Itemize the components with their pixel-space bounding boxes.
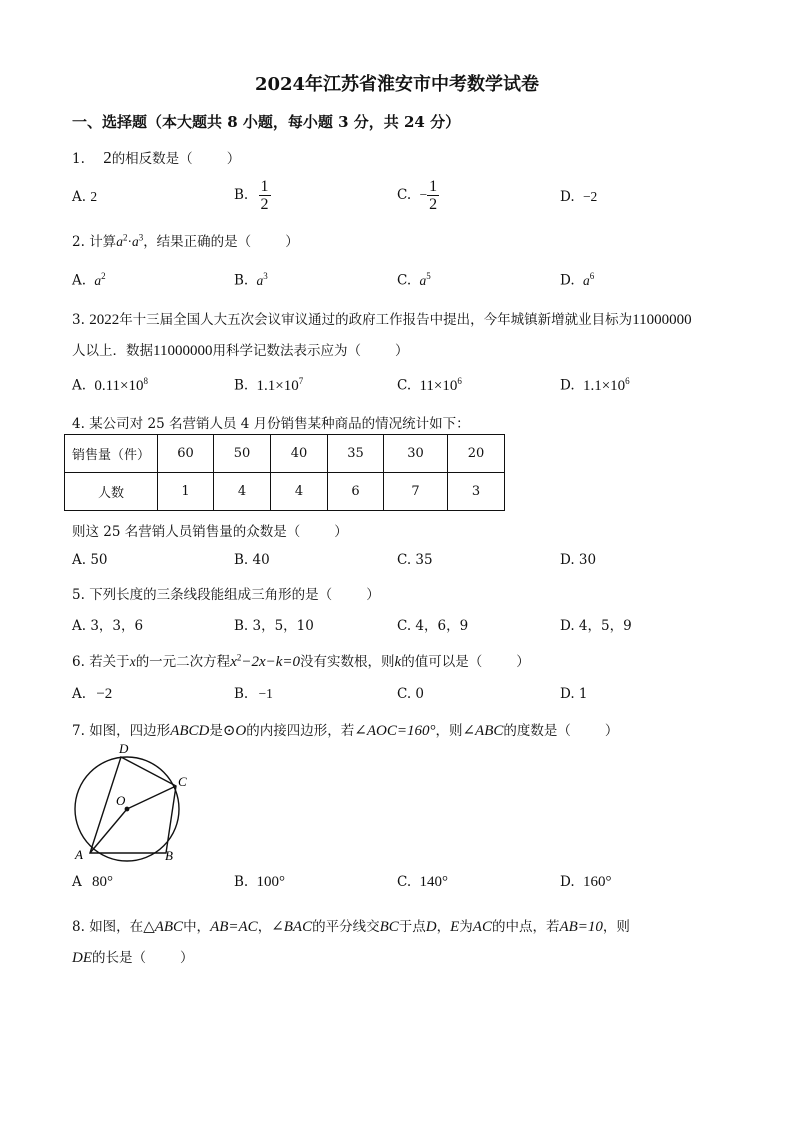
option-d (560, 874, 611, 891)
question-text: 某公司对 25 名营销人员 4 月份销售某种商品的情况统计如下： (89, 416, 470, 432)
question-1 (72, 147, 240, 168)
math-var: E (450, 919, 460, 935)
question-number: 1. (72, 151, 85, 167)
exponent: 2 (101, 271, 106, 281)
math-var: x (230, 654, 237, 670)
page-title: 2024年江苏省淮安市中考数学试卷 (254, 74, 540, 95)
question-text: 如图，在 (89, 919, 144, 935)
question-text: 下列长度的三条线段能组成三角形的是（ (89, 587, 333, 603)
question-text: 的中点，若 (491, 919, 560, 935)
question-text: 的内接四边形，若 (246, 723, 355, 739)
exponent: 8 (143, 376, 148, 386)
option-label: A. (72, 272, 87, 289)
option-d: D. 4，5，9 (560, 618, 632, 634)
dot: · (127, 234, 132, 249)
option-value: 1.1×10 (582, 377, 626, 394)
table-cell: 30 (384, 435, 448, 473)
close-paren: ） (604, 723, 619, 739)
table-cell: 20 (448, 435, 505, 473)
exponent: 5 (426, 271, 431, 281)
exponent: 2 (236, 652, 242, 663)
option-a (72, 874, 113, 891)
option-label: A. (72, 686, 87, 702)
fraction (427, 178, 439, 213)
math-var: BC (379, 919, 399, 935)
segment-oc (127, 786, 176, 809)
question-text: 如图，四边形 (89, 723, 171, 739)
question-text: 则这 25 名营销人员销售量的众数是（ (72, 524, 301, 540)
math-var: a (419, 272, 427, 288)
math-var: DE (72, 950, 92, 966)
option-b (234, 686, 273, 702)
math-var: x (129, 654, 136, 669)
option-b: B. 40 (234, 552, 270, 568)
question-number: 8. (72, 919, 85, 935)
table-cell: 60 (158, 435, 214, 473)
math-var: ⊙O (222, 723, 247, 739)
table-cell: 1 (158, 473, 214, 511)
label-o: O (116, 793, 126, 808)
option-c (397, 874, 448, 891)
label-c: C (178, 774, 187, 789)
question-8-line-1 (72, 915, 630, 936)
option-c: C. 4，6，9 (397, 618, 469, 634)
question-text: 的长是（ (92, 950, 146, 966)
option-label: B. (234, 272, 249, 289)
option-value: 1.1×10 (256, 377, 299, 394)
exponent: 3 (138, 232, 144, 243)
question-6 (72, 650, 530, 671)
option-b: B. 3，5，10 (234, 618, 314, 634)
option-label: D. (560, 377, 575, 394)
math-var: a (256, 272, 264, 288)
question-3-line-2 (72, 339, 408, 360)
question-text: 人以上．数据 (72, 343, 153, 359)
option-label: A. (72, 189, 87, 205)
numerator: 1 (260, 178, 269, 195)
option-c: C. 0 (397, 686, 425, 702)
denominator: 2 (429, 196, 438, 213)
option-d (560, 271, 594, 289)
option-b (234, 271, 268, 289)
question-4 (72, 412, 470, 432)
close-paren: ） (226, 151, 241, 167)
question-number: 6. (72, 654, 85, 670)
option-a (72, 686, 112, 703)
math-var: k (394, 654, 402, 670)
question-text: 没有实数根，则 (300, 654, 395, 670)
option-label: B. (234, 686, 249, 702)
math-var: a (116, 234, 123, 249)
table-cell: 40 (271, 435, 328, 473)
math-var: AC (472, 919, 492, 935)
option-d (560, 189, 597, 205)
option-value: 11×10 (419, 377, 458, 394)
exponent: 6 (625, 376, 630, 386)
option-d: D. 30 (560, 552, 597, 568)
close-paren: ） (334, 524, 348, 540)
option-label: D. (560, 189, 575, 205)
question-number: 7. (72, 723, 85, 739)
close-paren: ） (180, 950, 194, 966)
exponent: 2 (122, 232, 128, 243)
circle-quadrilateral-figure (68, 740, 198, 865)
question-number: 2. (72, 234, 85, 250)
table-cell: 7 (384, 473, 448, 511)
question-8-line-2 (72, 946, 194, 967)
close-paren: ） (366, 587, 380, 603)
option-label: B. (234, 377, 249, 394)
question-text: 计算 (89, 234, 117, 250)
option-label: C. (397, 187, 412, 203)
close-paren: ） (516, 654, 530, 670)
table-cell: 3 (448, 473, 505, 511)
question-7 (72, 719, 618, 740)
math-var: D (425, 919, 437, 935)
math-var: ∠ABC (462, 723, 504, 739)
table-cell: 50 (214, 435, 271, 473)
option-value: −1 (258, 686, 273, 701)
close-paren: ） (285, 234, 299, 250)
table-row (65, 473, 505, 511)
option-label: D. (560, 272, 575, 289)
number: 11000000 (153, 343, 213, 359)
option-label: A. (72, 377, 87, 394)
option-value: 80° (92, 874, 114, 890)
equation: ∠AOC=160° (354, 723, 436, 739)
option-b (234, 376, 303, 395)
fraction (259, 178, 271, 213)
option-value: 2 (90, 189, 98, 204)
math-var: a (582, 272, 590, 288)
option-b (234, 874, 285, 891)
math-var: ABCD (170, 723, 210, 739)
option-c (397, 178, 439, 213)
question-4-prompt (72, 520, 348, 540)
question-text: 是 (209, 723, 223, 739)
option-a (72, 376, 148, 395)
question-text: 年十三届全国人大五次会议审议通过的政府工作报告中提出，今年城镇新增就业目标为 (119, 312, 633, 328)
exponent: 6 (589, 271, 595, 281)
question-text: 于点 (398, 919, 426, 935)
equation: AB=10 (559, 919, 603, 935)
numerator: 1 (429, 178, 438, 195)
equation: AB=AC (210, 919, 258, 935)
question-text: 的度数是（ (503, 723, 571, 739)
question-2 (72, 230, 299, 250)
question-text: ， (257, 919, 272, 935)
option-c: C. 35 (397, 552, 433, 568)
question-text: 若关于 (89, 654, 130, 670)
table-cell: 35 (328, 435, 384, 473)
equation: −2x−k=0 (241, 654, 301, 670)
option-label: B. (234, 874, 249, 890)
question-text: 用科学记数法表示应为（ (212, 343, 361, 359)
exponent: 6 (457, 376, 462, 386)
option-label: C. (397, 377, 412, 394)
segment-ao (90, 809, 127, 853)
minus-sign: − (419, 187, 428, 202)
table-row (65, 435, 505, 473)
option-d: D. 1 (560, 686, 588, 702)
question-number: 3. (72, 312, 85, 328)
option-a (72, 189, 97, 205)
question-5 (72, 583, 380, 603)
question-text: ，则 (602, 919, 630, 935)
table-cell: 4 (214, 473, 271, 511)
option-value: 100° (256, 874, 286, 890)
option-value: 160° (582, 874, 612, 890)
option-value: −2 (582, 189, 598, 204)
option-label: D. (560, 874, 575, 890)
label-b: B (165, 848, 173, 863)
label-a: A (75, 847, 83, 862)
option-b (234, 178, 271, 213)
denominator: 2 (260, 196, 269, 213)
question-text: 的一元二次方程 (135, 654, 231, 670)
question-3-line-1 (72, 308, 692, 329)
option-d (560, 376, 630, 395)
question-number: 4. (72, 416, 85, 432)
question-text: 为 (459, 919, 473, 935)
number: 11000000 (632, 312, 692, 328)
question-text: 的平分线交 (312, 919, 380, 935)
option-a: A. 3，3，6 (72, 618, 144, 634)
table-header-cell: 销售量（件） (65, 435, 158, 473)
option-label: C. (397, 272, 412, 289)
year: 2022 (89, 312, 120, 328)
question-text: 中， (183, 919, 211, 935)
table-header-cell: 人数 (65, 473, 158, 511)
option-value: 0.11×10 (94, 377, 144, 394)
question-text: 的值可以是（ (401, 654, 483, 670)
table-cell: 6 (328, 473, 384, 511)
option-a (72, 271, 106, 289)
question-text: ，结果正确的是（ (143, 234, 252, 250)
exponent: 7 (298, 376, 304, 386)
math-var: a (94, 272, 102, 288)
question-text: ， (436, 919, 451, 935)
option-value: 140° (419, 874, 448, 890)
math-var: 2 (103, 148, 112, 167)
sales-table (64, 434, 505, 511)
math-var: a (131, 234, 139, 249)
table-cell: 4 (271, 473, 328, 511)
question-number: 5. (72, 587, 85, 603)
exponent: 3 (263, 271, 268, 281)
option-c (397, 376, 462, 395)
option-value: −2 (96, 686, 113, 702)
label-d: D (119, 741, 129, 756)
option-label: B. (234, 187, 249, 203)
section-heading: 一、选择题（本大题共 8 小题，每小题 3 分，共 24 分） (72, 113, 461, 131)
math-var: △ABC (143, 919, 184, 935)
option-a: A. 50 (72, 552, 108, 568)
question-text: ，则 (435, 723, 463, 739)
question-text: 的相反数是（ (111, 151, 193, 167)
option-label: C. (397, 874, 412, 890)
option-c (397, 271, 431, 289)
math-var: ∠BAC (271, 919, 313, 935)
close-paren: ） (394, 343, 409, 359)
option-label: A (72, 874, 82, 890)
